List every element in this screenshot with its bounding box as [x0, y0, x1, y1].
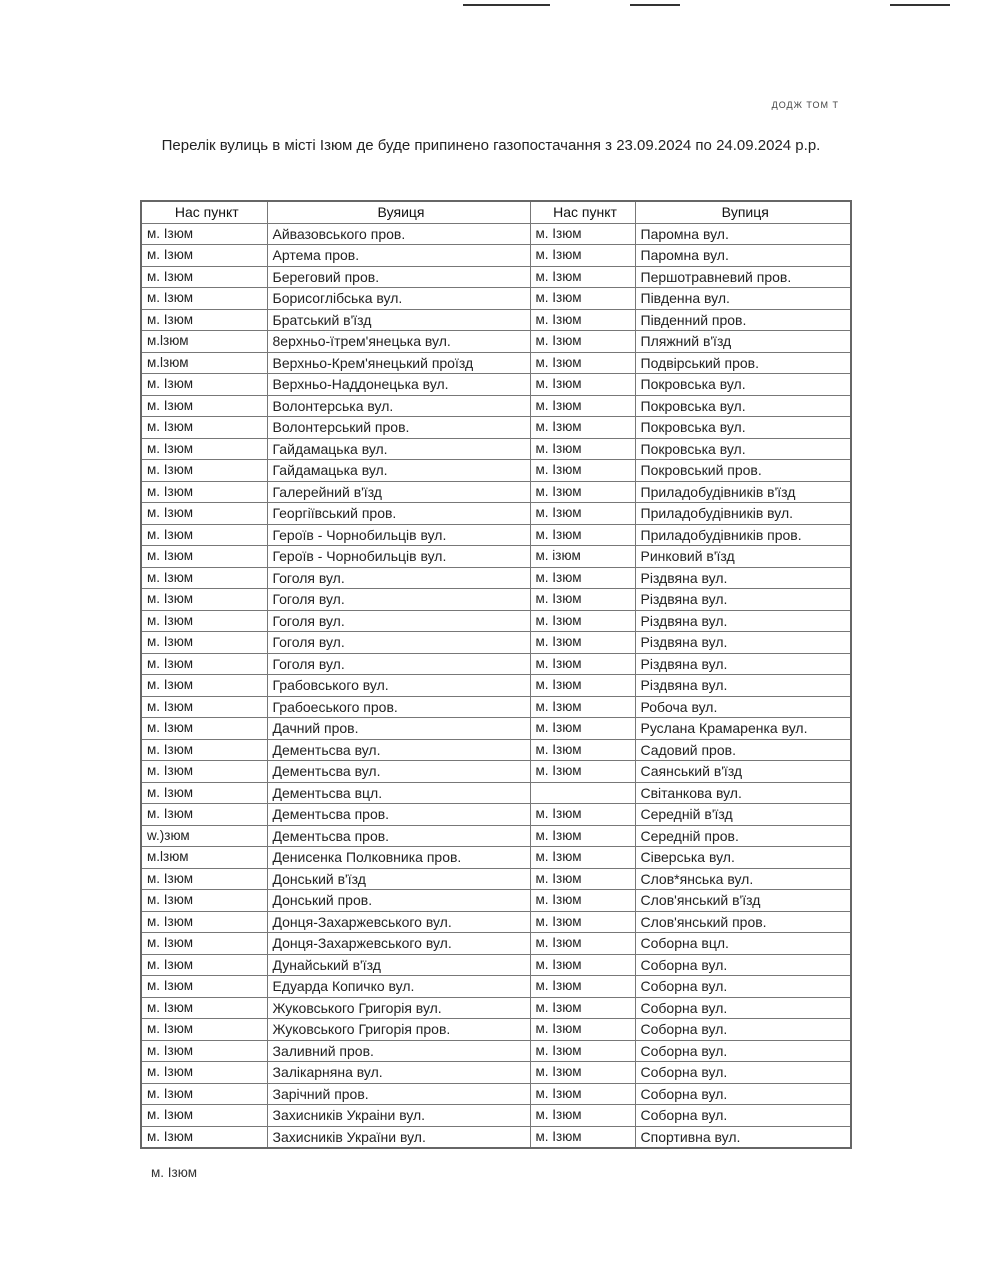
settlement-cell: м. Ізюм: [530, 825, 635, 847]
street-cell: Пляжний в'їзд: [635, 331, 851, 353]
table-row: [141, 1040, 851, 1062]
table-row: [141, 632, 851, 654]
settlement-cell: м. Ізюм: [141, 1062, 267, 1084]
table-row: [141, 395, 851, 417]
street-cell: Заливний пров.: [267, 1040, 530, 1062]
table-row: [141, 331, 851, 353]
settlement-cell: м. Ізюм: [141, 524, 267, 546]
table-row: [141, 503, 851, 525]
street-cell: Соборна вул.: [635, 1062, 851, 1084]
street-cell: Паромна вул.: [635, 245, 851, 267]
table-row: [141, 417, 851, 439]
table-row: [141, 481, 851, 503]
street-cell: Садовий пров.: [635, 739, 851, 761]
settlement-cell: м. Ізюм: [141, 309, 267, 331]
street-cell: Верхньо-Крем'янецький проїзд: [267, 352, 530, 374]
settlement-cell: м. Ізюм: [530, 1019, 635, 1041]
table-header-row: [141, 201, 851, 223]
table-row: [141, 976, 851, 998]
settlement-cell: м. Ізюм: [141, 567, 267, 589]
settlement-cell: м. Ізюм: [530, 395, 635, 417]
street-cell: Айвазовського пров.: [267, 223, 530, 245]
settlement-cell: м. Ізюм: [530, 675, 635, 697]
settlement-cell: м. Ізюм: [530, 847, 635, 869]
street-cell: Слов*янська вул.: [635, 868, 851, 890]
settlement-cell: м. Ізюм: [141, 804, 267, 826]
street-cell: Світанкова вул.: [635, 782, 851, 804]
settlement-cell: м. Ізюм: [141, 868, 267, 890]
top-rule-2: [630, 4, 680, 6]
table-row: [141, 933, 851, 955]
settlement-cell: м. Ізюм: [141, 395, 267, 417]
street-cell: Гоголя вул.: [267, 632, 530, 654]
settlement-cell: м. Ізюм: [141, 1105, 267, 1127]
street-cell: Середній пров.: [635, 825, 851, 847]
settlement-cell: м. Ізюм: [530, 266, 635, 288]
street-cell: Береговий пров.: [267, 266, 530, 288]
street-cell: Артема пров.: [267, 245, 530, 267]
settlement-cell: м. Ізюм: [141, 610, 267, 632]
table-row: [141, 718, 851, 740]
top-rule-3: [890, 4, 950, 6]
street-cell: Дементьсва пров.: [267, 804, 530, 826]
settlement-cell: м. Ізюм: [530, 868, 635, 890]
settlement-cell: м. Ізюм: [141, 1040, 267, 1062]
street-cell: Грабоеського пров.: [267, 696, 530, 718]
settlement-cell: м. Ізюм: [530, 911, 635, 933]
street-cell: Паромна вул.: [635, 223, 851, 245]
table-row: [141, 1062, 851, 1084]
street-cell: Георгіївський пров.: [267, 503, 530, 525]
settlement-cell: м. Ізюм: [530, 288, 635, 310]
street-cell: Едуарда Копичко вул.: [267, 976, 530, 998]
street-cell: Гоголя вул.: [267, 610, 530, 632]
settlement-cell: м. Ізюм: [530, 352, 635, 374]
table-row: [141, 825, 851, 847]
settlement-cell: w.)зюм: [141, 825, 267, 847]
street-cell: Різдвяна вул.: [635, 675, 851, 697]
table-body: [141, 223, 851, 1148]
street-cell: Покровська вул.: [635, 374, 851, 396]
street-cell: Захисників Украіни вул.: [267, 1105, 530, 1127]
street-cell: Борисоглібська вул.: [267, 288, 530, 310]
settlement-cell: м.lзюм: [141, 847, 267, 869]
settlement-cell: м. Ізюм: [141, 288, 267, 310]
table-row: [141, 696, 851, 718]
settlement-cell: м. Ізюм: [141, 696, 267, 718]
street-cell: Приладобудівників в'їзд: [635, 481, 851, 503]
table-row: [141, 1126, 851, 1148]
street-cell: Покровський пров.: [635, 460, 851, 482]
settlement-cell: м. Ізюм: [141, 503, 267, 525]
street-cell: Соборна вул.: [635, 976, 851, 998]
settlement-cell: м. Ізюм: [141, 761, 267, 783]
table-row: [141, 438, 851, 460]
header-street-1: Вуяиця: [267, 201, 530, 223]
settlement-cell: м. Ізюм: [530, 503, 635, 525]
settlement-cell: м. Ізюм: [141, 890, 267, 912]
street-cell: Різдвяна вул.: [635, 632, 851, 654]
table-row: [141, 739, 851, 761]
table-row: [141, 1019, 851, 1041]
street-cell: 8ерхньо-їтрем'янецька вул.: [267, 331, 530, 353]
settlement-cell: м. Ізюм: [141, 1083, 267, 1105]
settlement-cell: м. Ізюм: [530, 460, 635, 482]
street-cell: Першотравневий пров.: [635, 266, 851, 288]
street-cell: Дементьсва вул.: [267, 739, 530, 761]
street-cell: Різдвяна вул.: [635, 610, 851, 632]
settlement-cell: м. Ізюм: [141, 546, 267, 568]
street-cell: Дунайський в'їзд: [267, 954, 530, 976]
table-row: [141, 266, 851, 288]
streets-table: [140, 200, 852, 1149]
street-cell: Спортивна вул.: [635, 1126, 851, 1148]
settlement-cell: м. Ізюм: [530, 1083, 635, 1105]
settlement-cell: м. Ізюм: [530, 223, 635, 245]
settlement-cell: м. Ізюм: [530, 804, 635, 826]
street-cell: Дементьсва вцл.: [267, 782, 530, 804]
table-row: [141, 309, 851, 331]
street-cell: Покровська вул.: [635, 395, 851, 417]
settlement-cell: м. Ізюм: [141, 954, 267, 976]
table-row: [141, 546, 851, 568]
settlement-cell: м. ізюм: [530, 546, 635, 568]
trailing-settlement-text: м. Ізюм: [151, 1165, 197, 1180]
street-cell: Галерейний в'їзд: [267, 481, 530, 503]
street-cell: Залікарняна вул.: [267, 1062, 530, 1084]
street-cell: Донця-Захаржевського вул.: [267, 911, 530, 933]
settlement-cell: [530, 782, 635, 804]
street-cell: Соборна вул.: [635, 954, 851, 976]
table-row: [141, 460, 851, 482]
table-row: [141, 610, 851, 632]
settlement-cell: м. Ізюм: [141, 632, 267, 654]
settlement-cell: м. Ізюм: [530, 933, 635, 955]
settlement-cell: м. Ізюм: [141, 266, 267, 288]
street-cell: Різдвяна вул.: [635, 567, 851, 589]
settlement-cell: м. Ізюм: [530, 438, 635, 460]
table-row: [141, 868, 851, 890]
page-label: ДОДЖ ТОМ Т: [771, 100, 839, 110]
street-cell: Гайдамацька вул.: [267, 460, 530, 482]
street-cell: Соборна вул.: [635, 1019, 851, 1041]
settlement-cell: м. Ізюм: [530, 374, 635, 396]
settlement-cell: м. Ізюм: [530, 1062, 635, 1084]
street-cell: Дачний пров.: [267, 718, 530, 740]
settlement-cell: м. Ізюм: [530, 245, 635, 267]
street-cell: Середній в'їзд: [635, 804, 851, 826]
street-cell: Гайдамацька вул.: [267, 438, 530, 460]
settlement-cell: м. Ізюм: [530, 331, 635, 353]
settlement-cell: м. Ізюм: [530, 309, 635, 331]
settlement-cell: м. Ізюм: [530, 1126, 635, 1148]
street-cell: Гоголя вул.: [267, 567, 530, 589]
table-row: [141, 567, 851, 589]
settlement-cell: м. Ізюм: [530, 567, 635, 589]
street-cell: Сіверська вул.: [635, 847, 851, 869]
settlement-cell: м. Ізюм: [530, 761, 635, 783]
settlement-cell: м. Ізюм: [530, 976, 635, 998]
settlement-cell: м. Ізюм: [530, 632, 635, 654]
table-row: [141, 653, 851, 675]
street-cell: Донця-Захаржевського вул.: [267, 933, 530, 955]
settlement-cell: м. Ізюм: [141, 675, 267, 697]
street-cell: Подвірський пров.: [635, 352, 851, 374]
settlement-cell: м. Ізюм: [141, 1126, 267, 1148]
street-cell: Південна вул.: [635, 288, 851, 310]
settlement-cell: м. Ізюм: [141, 739, 267, 761]
table-row: [141, 1083, 851, 1105]
settlement-cell: м. Ізюм: [141, 460, 267, 482]
table-row: [141, 352, 851, 374]
settlement-cell: м.lзюм: [141, 352, 267, 374]
street-cell: Донський в'їзд: [267, 868, 530, 890]
table-row: [141, 782, 851, 804]
street-cell: Денисенка Полковника пров.: [267, 847, 530, 869]
street-cell: Ринковий в'їзд: [635, 546, 851, 568]
street-cell: Різдвяна вул.: [635, 589, 851, 611]
settlement-cell: м. Ізюм: [141, 245, 267, 267]
street-cell: Приладобудівників вул.: [635, 503, 851, 525]
settlement-cell: м. Ізюм: [530, 481, 635, 503]
header-settlement-1: Нас пункт: [141, 201, 267, 223]
street-cell: Соборна вцл.: [635, 933, 851, 955]
street-cell: Соборна вул.: [635, 997, 851, 1019]
table-row: [141, 890, 851, 912]
street-cell: Героїв - Чорнобильців вул.: [267, 524, 530, 546]
street-cell: Дементьсва вул.: [267, 761, 530, 783]
document-title: Перелік вулиць в місті Ізюм де буде припинено газопостачання з 23.09.2024 по 24.09.2024 р.р.: [161, 137, 821, 154]
street-cell: Гоголя вул.: [267, 589, 530, 611]
table-row: [141, 524, 851, 546]
street-cell: Волонтерський пров.: [267, 417, 530, 439]
street-cell: Саянський в'їзд: [635, 761, 851, 783]
table-row: [141, 245, 851, 267]
settlement-cell: м. Ізюм: [141, 589, 267, 611]
top-rule-1: [463, 4, 550, 6]
settlement-cell: м. Ізюм: [141, 1019, 267, 1041]
settlement-cell: м. Ізюм: [530, 524, 635, 546]
settlement-cell: м. Ізюм: [530, 1040, 635, 1062]
street-cell: Різдвяна вул.: [635, 653, 851, 675]
table-row: [141, 374, 851, 396]
street-cell: Зарічний пров.: [267, 1083, 530, 1105]
street-cell: Соборна вул.: [635, 1040, 851, 1062]
settlement-cell: м. Ізюм: [141, 374, 267, 396]
table-row: [141, 589, 851, 611]
header-street-2: Вупиця: [635, 201, 851, 223]
table-row: [141, 997, 851, 1019]
street-cell: Дементьсва пров.: [267, 825, 530, 847]
settlement-cell: м. Ізюм: [141, 997, 267, 1019]
settlement-cell: м. Ізюм: [141, 976, 267, 998]
table-row: [141, 954, 851, 976]
street-cell: Волонтерська вул.: [267, 395, 530, 417]
table-row: [141, 1105, 851, 1127]
street-cell: Соборна вул.: [635, 1083, 851, 1105]
street-cell: Приладобудівників пров.: [635, 524, 851, 546]
settlement-cell: м. Ізюм: [141, 417, 267, 439]
settlement-cell: м. Ізюм: [141, 933, 267, 955]
table-row: [141, 223, 851, 245]
settlement-cell: м. Ізюм: [530, 1105, 635, 1127]
table-row: [141, 761, 851, 783]
table-row: [141, 804, 851, 826]
street-cell: Робоча вул.: [635, 696, 851, 718]
street-cell: Слов'янський в'їзд: [635, 890, 851, 912]
street-cell: Героїв - Чорнобильців вул.: [267, 546, 530, 568]
header-settlement-2: Нас пункт: [530, 201, 635, 223]
settlement-cell: м. Ізюм: [530, 739, 635, 761]
settlement-cell: м. Ізюм: [530, 718, 635, 740]
street-cell: Руслана Крамаренка вул.: [635, 718, 851, 740]
table-row: [141, 911, 851, 933]
street-cell: Південний пров.: [635, 309, 851, 331]
settlement-cell: м. Ізюм: [530, 954, 635, 976]
street-cell: Соборна вул.: [635, 1105, 851, 1127]
settlement-cell: м. Ізюм: [141, 718, 267, 740]
street-cell: Жуковського Григорія вул.: [267, 997, 530, 1019]
table-row: [141, 288, 851, 310]
settlement-cell: м. Ізюм: [530, 890, 635, 912]
settlement-cell: м. Ізюм: [141, 782, 267, 804]
street-cell: Покровська вул.: [635, 438, 851, 460]
settlement-cell: м. Ізюм: [141, 481, 267, 503]
street-cell: Верхньо-Наддонецька вул.: [267, 374, 530, 396]
street-cell: Братський в'їзд: [267, 309, 530, 331]
settlement-cell: м.lзюм: [141, 331, 267, 353]
table-row: [141, 675, 851, 697]
settlement-cell: м. Ізюм: [141, 911, 267, 933]
settlement-cell: м. Ізюм: [530, 417, 635, 439]
settlement-cell: м. Ізюм: [530, 589, 635, 611]
street-cell: Донський пров.: [267, 890, 530, 912]
settlement-cell: м. Ізюм: [530, 997, 635, 1019]
street-cell: Покровська вул.: [635, 417, 851, 439]
street-cell: Жуковського Григорія пров.: [267, 1019, 530, 1041]
street-cell: Гоголя вул.: [267, 653, 530, 675]
street-cell: Захисників України вул.: [267, 1126, 530, 1148]
settlement-cell: м. Ізюм: [141, 223, 267, 245]
street-cell: Грабовського вул.: [267, 675, 530, 697]
street-cell: Слов'янський пров.: [635, 911, 851, 933]
settlement-cell: м. Ізюм: [141, 653, 267, 675]
settlement-cell: м. Ізюм: [530, 696, 635, 718]
settlement-cell: м. Ізюм: [530, 653, 635, 675]
table-row: [141, 847, 851, 869]
settlement-cell: м. Ізюм: [141, 438, 267, 460]
settlement-cell: м. Ізюм: [530, 610, 635, 632]
